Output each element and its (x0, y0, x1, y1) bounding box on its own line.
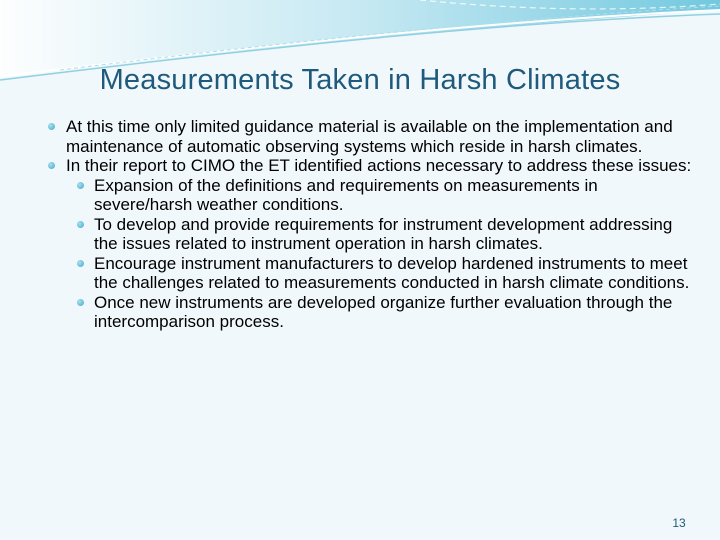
list-item (44, 117, 694, 156)
bullet-icon (77, 299, 84, 306)
bullet-icon (77, 221, 84, 228)
sub-bullet-text: Expansion of the definitions and requirements on measurements in severe/harsh weather conditions. (94, 175, 598, 214)
sub-list-item (44, 176, 694, 215)
list-item (44, 156, 694, 176)
sub-list-item (44, 215, 694, 254)
sub-bullet-text: Once new instruments are developed organize further evaluation through the intercomparison process. (94, 292, 673, 331)
bullet-list (44, 117, 694, 332)
slide-title: Measurements Taken in Harsh Climates (99, 64, 621, 96)
bullet-icon (48, 162, 55, 169)
bullet-icon (77, 260, 84, 267)
bullet-text: At this time only limited guidance material is available on the implementation and maintenance of automatic observing systems which reside in harsh climates. (66, 117, 673, 156)
sub-list-item (44, 293, 694, 332)
slide-body (44, 117, 694, 332)
bullet-icon (48, 123, 55, 130)
page-number: 13 (672, 516, 686, 530)
bullet-icon (77, 182, 84, 189)
sub-bullet-text: To develop and provide requirements for instrument development addressing the issues related to instrument operation in harsh climates. (94, 214, 673, 253)
sub-list-item (44, 254, 694, 293)
sub-bullet-text: Encourage instrument manufacturers to develop hardened instruments to meet the challenges related to measurements conducted in harsh climate conditions. (94, 253, 690, 292)
bullet-text: In their report to CIMO the ET identified actions necessary to address these issues: (66, 156, 692, 175)
